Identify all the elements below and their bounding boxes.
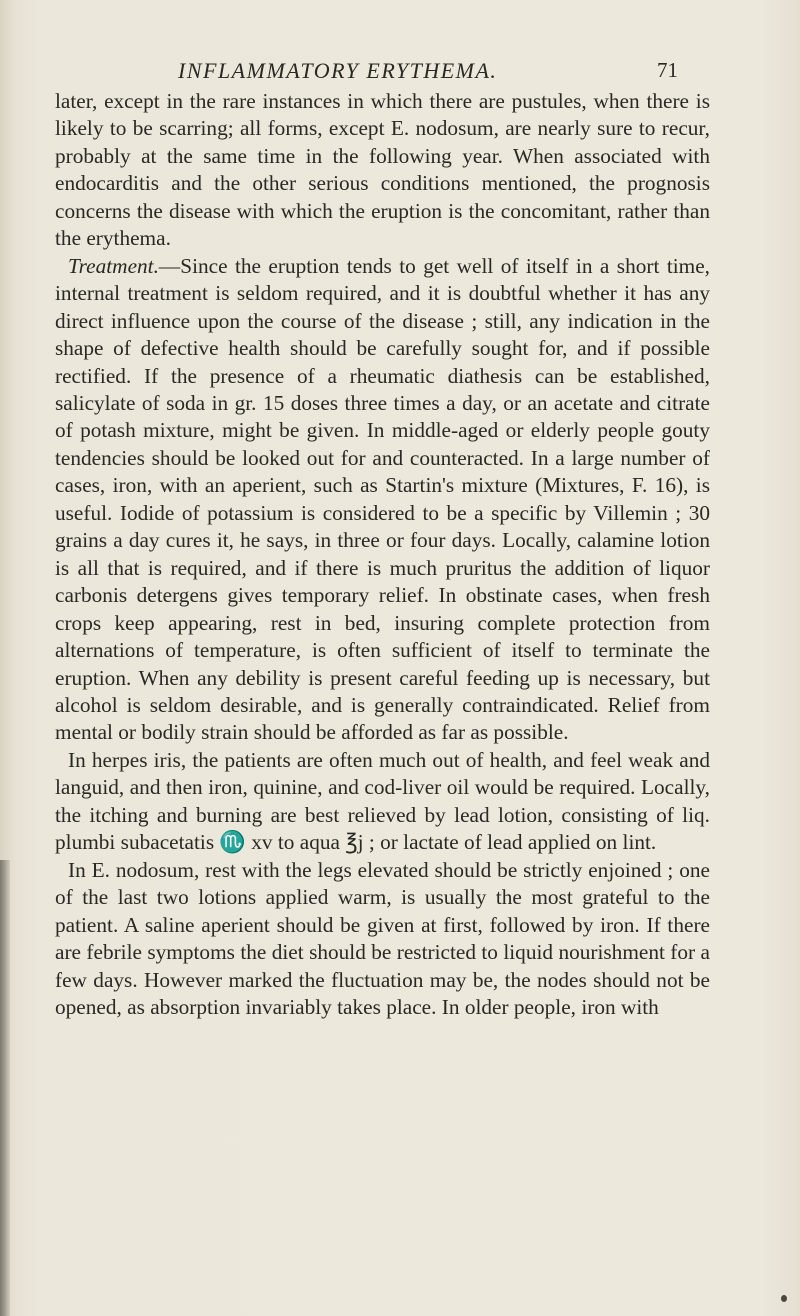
body-text — [55, 88, 710, 1021]
paragraph-herpes-iris: In herpes iris, the patients are often much out of health, and feel weak and languid, and then iron, quinine, and cod-liver oil would be required. Locally, the itching and burning are best relieved by lead lotion, consisting of liq. plumbi subacetatis ♏ xv to aqua ℥j ; or lactate of lead applied on lint. — [55, 747, 710, 855]
page-number: 71 — [657, 58, 678, 82]
paragraph-continuation: later, except in the rare instances in which there are pustules, when there is likely to be scarring; all forms, except E. nodosum, are nearly sure to recur, probably at the same time in the following year. When associated with endocarditis and the other serious conditions mentioned, the prognosis concerns the disease with which the eruption is the concomitant, rather than the erythema. — [55, 89, 710, 251]
running-title: INFLAMMATORY ERYTHEMA. — [178, 58, 498, 83]
paragraph-e-nodosum: In E. nodosum, rest with the legs elevated should be strictly enjoined ; one of the last two lotions applied warm, is usually the most grateful to the patient. A saline aperient should be given at first, followed by iron. If there are febrile symptoms the diet should be restricted to liquid nourishment for a few days. However marked the fluctuation may be, the nodes should not be opened, as absorption invariably takes place. In older people, iron with — [55, 857, 710, 1019]
page-header — [0, 58, 800, 88]
page-gutter-shadow — [0, 860, 10, 1316]
ink-speck — [781, 1295, 787, 1302]
treatment-text: —Since the eruption tends to get well of itself in a short time, internal treatment is seldom required, and it is doubtful whether it has any direct influence upon the course of the disease ; still, any indication in the shape of defective health should be carefully sought for, and if possible rectified. If the presence of a rheumatic diathesis can be established, salicylate of soda in gr. 15 doses three times a day, or an acetate and citrate of potash mixture, might be given. In middle-aged or elderly people gouty tendencies should be looked out for and counteracted. In a large number of cases, iron, with an aperient, such as Startin's mixture (Mixtures, F. 16), is useful. Iodide of potassium is considered to be a specific by Villemin ; 30 grains a day cures it, he says, in three or four days. Locally, calamine lotion is all that is required, and if there is much pruritus the addition of liquor carbonis detergens gives temporary relief. In obstinate cases, when fresh crops keep appearing, rest in bed, insuring complete protection from alternations of temperature, is often sufficient of itself to terminate the eruption. When any debility is present careful feeding up is necessary, but alcohol is seldom desirable, and is generally contraindicated. Relief from mental or bodily strain should be afforded as far as possible. — [55, 253, 710, 745]
treatment-heading: Treatment. — [68, 253, 159, 278]
paragraph-treatment — [55, 253, 710, 747]
